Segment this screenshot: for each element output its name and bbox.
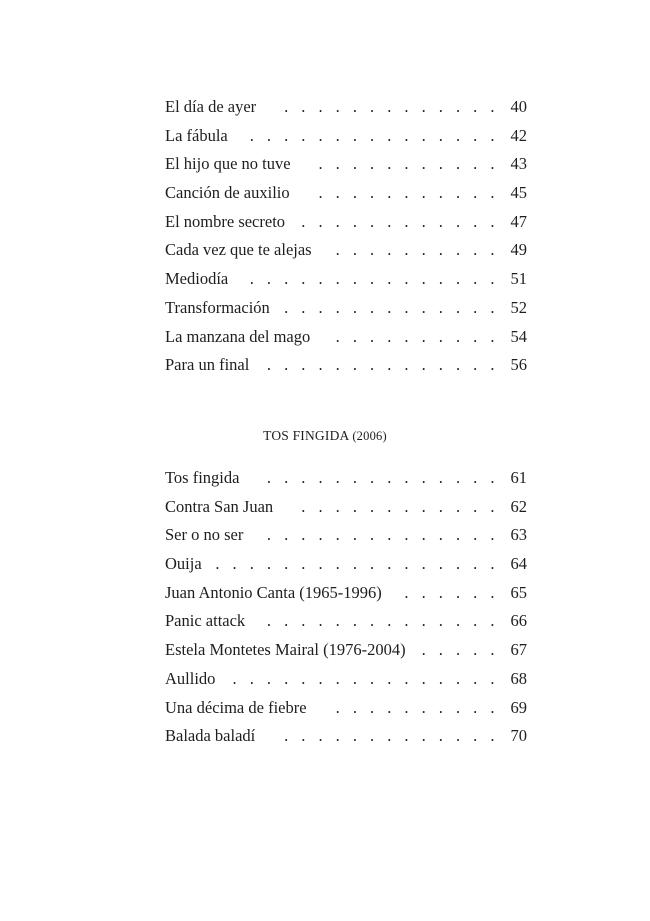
toc-entry-page: 68 (510, 668, 527, 688)
toc-entry-title: Ser o no ser (165, 525, 244, 545)
toc-entry-page: 42 (510, 125, 527, 145)
toc-entry-title: Estela Montetes Mairal (1976-2004) (165, 640, 406, 660)
toc-entry[interactable] (165, 521, 527, 550)
dot-leader: . . . . . . . . . . . . . . (266, 355, 495, 375)
dot-leader: . . . . . . . . . . . . . . . . . (215, 554, 495, 574)
toc-entry-title: El día de ayer (165, 97, 257, 116)
dot-leader: . . . . . . . . . . . (318, 183, 495, 203)
toc-list-tos-fingida (165, 464, 527, 751)
toc-entry[interactable] (165, 694, 527, 723)
section-heading-year: (2006) (352, 429, 387, 443)
toc-entry-title: Panic attack (165, 611, 246, 631)
toc-entry-page: 40 (510, 97, 527, 116)
dot-leader: . . . . . . (404, 582, 495, 602)
toc-entry-page: 65 (510, 582, 527, 602)
dot-leader: . . . . . . . . . . . . . . . (249, 269, 495, 289)
dot-leader: . . . . . . . . . . . (318, 154, 495, 174)
toc-entry-page: 54 (510, 326, 527, 346)
toc-entry[interactable] (165, 122, 527, 151)
dot-leader: . . . . . . . . . . . . . (284, 726, 495, 746)
toc-entry[interactable] (165, 150, 527, 179)
toc-entry[interactable] (165, 579, 527, 608)
toc-entry-page: 45 (510, 183, 527, 203)
toc-entry-title: La fábula (165, 125, 228, 145)
toc-entry-title: Juan Antonio Canta (1965-1996) (165, 582, 382, 602)
toc-entry-page: 70 (510, 726, 527, 746)
dot-leader: . . . . . . . . . . . . . . . (249, 125, 495, 145)
dot-leader: . . . . . . . . . . . . . (284, 97, 495, 116)
dot-leader: . . . . . . . . . . (335, 697, 495, 717)
toc-entry-title: Canción de auxilio (165, 183, 290, 203)
toc-entry-page: 69 (510, 697, 527, 717)
toc-entry-title: Para un final (165, 355, 250, 375)
toc-entry-title: Contra San Juan (165, 496, 274, 516)
toc-entry-page: 64 (510, 554, 527, 574)
toc-entry-title: Tos fingida (165, 468, 240, 487)
toc-entry-title: Aullido (165, 668, 216, 688)
toc-entry[interactable] (165, 607, 527, 636)
toc-entry-page: 67 (510, 640, 527, 660)
toc-entry-page: 61 (510, 468, 527, 487)
dot-leader: . . . . . (421, 640, 495, 660)
dot-leader: . . . . . . . . . . . . . . . . (232, 668, 495, 688)
toc-entry[interactable] (165, 93, 527, 122)
toc-entry[interactable] (165, 294, 527, 323)
toc-entry[interactable] (165, 208, 527, 237)
toc-entry-title: Ouija (165, 554, 202, 574)
dot-leader: . . . . . . . . . . (335, 326, 495, 346)
toc-list-previous-section (165, 93, 527, 380)
dot-leader: . . . . . . . . . . . . (301, 211, 495, 231)
toc-entry-page: 52 (510, 297, 527, 317)
toc-entry-page: 56 (510, 355, 527, 375)
toc-entry-title: Transformación (165, 297, 270, 317)
toc-entry[interactable] (165, 722, 527, 751)
toc-entry-title: El hijo que no tuve (165, 154, 291, 174)
dot-leader: . . . . . . . . . . . . . (284, 297, 495, 317)
section-heading (0, 428, 650, 444)
section-heading-title: TOS FINGIDA (263, 428, 349, 443)
dot-leader: . . . . . . . . . . . . . . (266, 611, 495, 631)
toc-entry[interactable] (165, 493, 527, 522)
toc-entry-page: 63 (510, 525, 527, 545)
dot-leader: . . . . . . . . . . . . (301, 496, 495, 516)
toc-entry[interactable] (165, 351, 527, 380)
toc-entry-title: Balada baladí (165, 726, 256, 746)
dot-leader: . . . . . . . . . . . . . . (266, 525, 495, 545)
dot-leader: . . . . . . . . . . . . . . (266, 468, 495, 487)
toc-entry-page: 51 (510, 269, 527, 289)
dot-leader: . . . . . . . . . . (335, 240, 495, 260)
toc-entry[interactable] (165, 236, 527, 265)
toc-entry-title: El nombre secreto (165, 211, 286, 231)
toc-entry[interactable] (165, 550, 527, 579)
toc-entry[interactable] (165, 179, 527, 208)
toc-entry-title: Cada vez que te alejas (165, 240, 312, 260)
toc-entry-page: 66 (510, 611, 527, 631)
toc-entry[interactable] (165, 636, 527, 665)
toc-entry-title: Mediodía (165, 269, 229, 289)
toc-entry[interactable] (165, 464, 527, 493)
toc-entry[interactable] (165, 665, 527, 694)
toc-entry-page: 43 (510, 154, 527, 174)
toc-entry-page: 62 (510, 496, 527, 516)
toc-entry-page: 49 (510, 240, 527, 260)
toc-entry[interactable] (165, 265, 527, 294)
toc-entry-page: 47 (510, 211, 527, 231)
toc-entry-title: Una décima de fiebre (165, 697, 307, 717)
toc-entry[interactable] (165, 323, 527, 352)
toc-entry-title: La manzana del mago (165, 326, 311, 346)
